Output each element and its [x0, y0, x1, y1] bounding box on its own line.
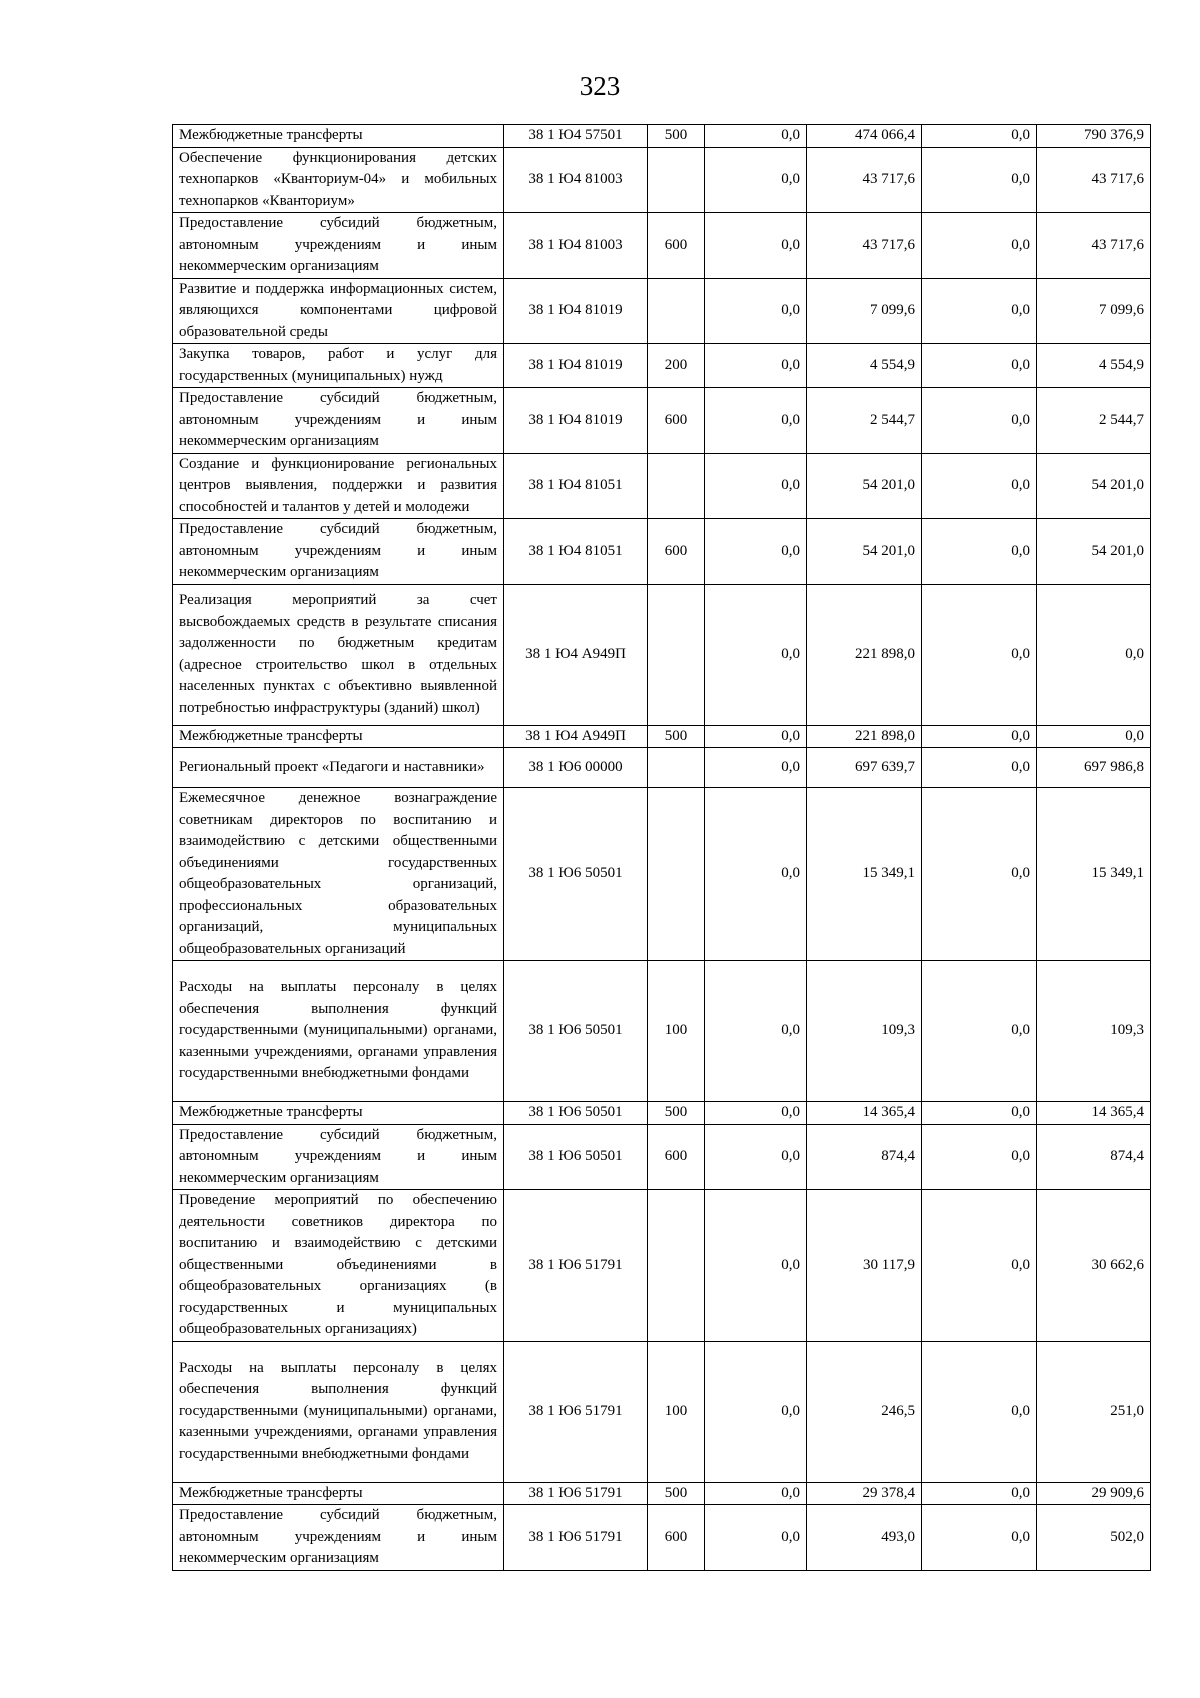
table-row: [173, 344, 1151, 388]
table-row: [173, 1102, 1151, 1125]
row-value-2-cell: 29 378,4: [807, 1482, 922, 1505]
row-code-cell: 38 1 Ю4 81003: [504, 213, 648, 279]
row-value-2-cell: 221 898,0: [807, 584, 922, 725]
row-name-cell: Проведение мероприятий по обеспечению деятельности советников директора по воспитанию и взаимодействию с детскими общественными объединениями в общеобразовательных организациях (в государственных и муниципальных общеобразовательных организациях): [173, 1190, 504, 1342]
row-value-3-cell: 0,0: [922, 748, 1037, 788]
row-code-cell: 38 1 Ю4 81051: [504, 519, 648, 585]
row-expense-type-cell: [648, 748, 705, 788]
table-row: [173, 1190, 1151, 1342]
row-value-2-cell: 15 349,1: [807, 788, 922, 961]
row-value-2-cell: 474 066,4: [807, 125, 922, 148]
row-expense-type-cell: 600: [648, 213, 705, 279]
row-code-cell: 38 1 Ю6 51791: [504, 1505, 648, 1571]
row-value-3-cell: 0,0: [922, 453, 1037, 519]
row-value-2-cell: 246,5: [807, 1341, 922, 1482]
table-body: [173, 125, 1151, 1571]
row-expense-type-cell: 600: [648, 519, 705, 585]
row-value-2-cell: 43 717,6: [807, 147, 922, 213]
table-row: [173, 388, 1151, 454]
row-expense-type-cell: 200: [648, 344, 705, 388]
row-name-cell: Предоставление субсидий бюджетным, автономным учреждениям и иным некоммерческим организациям: [173, 388, 504, 454]
table-row: [173, 748, 1151, 788]
row-value-1-cell: 0,0: [705, 725, 807, 748]
row-value-1-cell: 0,0: [705, 519, 807, 585]
row-name-cell: Межбюджетные трансферты: [173, 1482, 504, 1505]
row-value-4-cell: 30 662,6: [1037, 1190, 1151, 1342]
row-expense-type-cell: 500: [648, 725, 705, 748]
row-value-3-cell: 0,0: [922, 344, 1037, 388]
row-expense-type-cell: 600: [648, 1124, 705, 1190]
row-value-3-cell: 0,0: [922, 584, 1037, 725]
row-value-3-cell: 0,0: [922, 213, 1037, 279]
row-name-cell: Закупка товаров, работ и услуг для государственных (муниципальных) нужд: [173, 344, 504, 388]
row-value-3-cell: 0,0: [922, 961, 1037, 1102]
row-value-2-cell: 30 117,9: [807, 1190, 922, 1342]
row-name-cell: Обеспечение функционирования детских технопарков «Кванториум-04» и мобильных технопарков «Кванториум»: [173, 147, 504, 213]
row-name-cell: Расходы на выплаты персоналу в целях обеспечения выполнения функций государственными (муниципальными) органами, казенными учреждениями, органами управления государственными внебюджетными фондами: [173, 961, 504, 1102]
row-value-1-cell: 0,0: [705, 125, 807, 148]
row-name-cell: Межбюджетные трансферты: [173, 1102, 504, 1125]
table-row: [173, 584, 1151, 725]
row-value-1-cell: 0,0: [705, 1505, 807, 1571]
table-row: [173, 125, 1151, 148]
row-value-4-cell: 790 376,9: [1037, 125, 1151, 148]
table-row: [173, 1482, 1151, 1505]
row-value-1-cell: 0,0: [705, 1341, 807, 1482]
row-expense-type-cell: [648, 788, 705, 961]
row-code-cell: 38 1 Ю6 50501: [504, 788, 648, 961]
row-value-4-cell: 29 909,6: [1037, 1482, 1151, 1505]
row-expense-type-cell: [648, 453, 705, 519]
row-expense-type-cell: 600: [648, 388, 705, 454]
row-value-3-cell: 0,0: [922, 519, 1037, 585]
row-name-cell: Расходы на выплаты персоналу в целях обеспечения выполнения функций государственными (муниципальными) органами, казенными учреждениями, органами управления государственными внебюджетными фондами: [173, 1341, 504, 1482]
row-value-2-cell: 7 099,6: [807, 278, 922, 344]
row-name-cell: Развитие и поддержка информационных систем, являющихся компонентами цифровой образовательной среды: [173, 278, 504, 344]
row-value-2-cell: 493,0: [807, 1505, 922, 1571]
page-number: 323: [579, 71, 621, 101]
row-value-4-cell: 43 717,6: [1037, 213, 1151, 279]
row-value-1-cell: 0,0: [705, 748, 807, 788]
table-row: [173, 961, 1151, 1102]
row-value-3-cell: 0,0: [922, 1190, 1037, 1342]
row-value-4-cell: 4 554,9: [1037, 344, 1151, 388]
row-code-cell: 38 1 Ю4 81003: [504, 147, 648, 213]
row-code-cell: 38 1 Ю4 81019: [504, 278, 648, 344]
row-value-1-cell: 0,0: [705, 1482, 807, 1505]
row-expense-type-cell: 100: [648, 1341, 705, 1482]
row-value-2-cell: 54 201,0: [807, 453, 922, 519]
row-value-3-cell: 0,0: [922, 788, 1037, 961]
row-code-cell: 38 1 Ю4 81051: [504, 453, 648, 519]
row-code-cell: 38 1 Ю4 А949П: [504, 725, 648, 748]
row-value-3-cell: 0,0: [922, 147, 1037, 213]
row-value-3-cell: 0,0: [922, 125, 1037, 148]
row-expense-type-cell: 500: [648, 1482, 705, 1505]
row-expense-type-cell: [648, 278, 705, 344]
table-row: [173, 1124, 1151, 1190]
row-value-4-cell: 251,0: [1037, 1341, 1151, 1482]
row-value-1-cell: 0,0: [705, 388, 807, 454]
row-name-cell: Межбюджетные трансферты: [173, 125, 504, 148]
row-name-cell: Реализация мероприятий за счет высвобождаемых средств в результате списания задолженности по бюджетным кредитам (адресное строительство школ в отдельных населенных пунктах с объективно выявленной потребностью инфраструктуры (зданий) школ): [173, 584, 504, 725]
table-row: [173, 453, 1151, 519]
row-name-cell: Предоставление субсидий бюджетным, автономным учреждениям и иным некоммерческим организациям: [173, 1505, 504, 1571]
row-value-1-cell: 0,0: [705, 584, 807, 725]
row-value-4-cell: 0,0: [1037, 584, 1151, 725]
row-value-1-cell: 0,0: [705, 278, 807, 344]
row-value-2-cell: 14 365,4: [807, 1102, 922, 1125]
row-value-3-cell: 0,0: [922, 1482, 1037, 1505]
row-code-cell: 38 1 Ю4 81019: [504, 344, 648, 388]
row-value-2-cell: 2 544,7: [807, 388, 922, 454]
row-name-cell: Предоставление субсидий бюджетным, автономным учреждениям и иным некоммерческим организациям: [173, 1124, 504, 1190]
row-code-cell: 38 1 Ю4 81019: [504, 388, 648, 454]
row-code-cell: 38 1 Ю6 51791: [504, 1482, 648, 1505]
row-expense-type-cell: 600: [648, 1505, 705, 1571]
table-row: [173, 147, 1151, 213]
row-value-2-cell: 43 717,6: [807, 213, 922, 279]
row-name-cell: Создание и функционирование региональных центров выявления, поддержки и развития способностей и талантов у детей и молодежи: [173, 453, 504, 519]
row-expense-type-cell: [648, 147, 705, 213]
table-row: [173, 1505, 1151, 1571]
row-name-cell: Ежемесячное денежное вознаграждение советникам директоров по воспитанию и взаимодействию с детскими общественными объединениями государственных общеобразовательных организаций, профессиональных образовательных организаций, муниципальных общеобразовательных организаций: [173, 788, 504, 961]
row-value-1-cell: 0,0: [705, 1102, 807, 1125]
row-value-1-cell: 0,0: [705, 453, 807, 519]
row-value-1-cell: 0,0: [705, 1124, 807, 1190]
row-value-2-cell: 4 554,9: [807, 344, 922, 388]
row-value-4-cell: 109,3: [1037, 961, 1151, 1102]
table-row: [173, 278, 1151, 344]
row-value-4-cell: 7 099,6: [1037, 278, 1151, 344]
row-value-3-cell: 0,0: [922, 1102, 1037, 1125]
row-value-3-cell: 0,0: [922, 725, 1037, 748]
row-value-4-cell: 54 201,0: [1037, 453, 1151, 519]
row-code-cell: 38 1 Ю6 00000: [504, 748, 648, 788]
budget-table: [172, 124, 1151, 1571]
row-expense-type-cell: 100: [648, 961, 705, 1102]
row-value-1-cell: 0,0: [705, 1190, 807, 1342]
row-value-1-cell: 0,0: [705, 147, 807, 213]
row-name-cell: Предоставление субсидий бюджетным, автономным учреждениям и иным некоммерческим организациям: [173, 519, 504, 585]
row-value-3-cell: 0,0: [922, 1124, 1037, 1190]
row-value-1-cell: 0,0: [705, 344, 807, 388]
row-expense-type-cell: 500: [648, 125, 705, 148]
row-value-4-cell: 0,0: [1037, 725, 1151, 748]
row-value-3-cell: 0,0: [922, 278, 1037, 344]
row-value-2-cell: 697 639,7: [807, 748, 922, 788]
row-value-1-cell: 0,0: [705, 213, 807, 279]
row-name-cell: Предоставление субсидий бюджетным, автономным учреждениям и иным некоммерческим организациям: [173, 213, 504, 279]
row-expense-type-cell: [648, 584, 705, 725]
row-code-cell: 38 1 Ю4 А949П: [504, 584, 648, 725]
row-value-4-cell: 2 544,7: [1037, 388, 1151, 454]
row-value-4-cell: 43 717,6: [1037, 147, 1151, 213]
row-value-2-cell: 109,3: [807, 961, 922, 1102]
row-expense-type-cell: [648, 1190, 705, 1342]
row-value-3-cell: 0,0: [922, 1505, 1037, 1571]
row-value-2-cell: 54 201,0: [807, 519, 922, 585]
row-value-3-cell: 0,0: [922, 1341, 1037, 1482]
row-code-cell: 38 1 Ю6 51791: [504, 1341, 648, 1482]
row-value-4-cell: 14 365,4: [1037, 1102, 1151, 1125]
row-value-2-cell: 221 898,0: [807, 725, 922, 748]
row-code-cell: 38 1 Ю4 57501: [504, 125, 648, 148]
row-value-4-cell: 54 201,0: [1037, 519, 1151, 585]
row-value-1-cell: 0,0: [705, 788, 807, 961]
row-value-4-cell: 502,0: [1037, 1505, 1151, 1571]
table-row: [173, 725, 1151, 748]
row-value-2-cell: 874,4: [807, 1124, 922, 1190]
row-value-4-cell: 697 986,8: [1037, 748, 1151, 788]
row-name-cell: Межбюджетные трансферты: [173, 725, 504, 748]
row-value-4-cell: 874,4: [1037, 1124, 1151, 1190]
row-code-cell: 38 1 Ю6 50501: [504, 1102, 648, 1125]
row-value-4-cell: 15 349,1: [1037, 788, 1151, 961]
row-value-3-cell: 0,0: [922, 388, 1037, 454]
row-code-cell: 38 1 Ю6 50501: [504, 961, 648, 1102]
row-code-cell: 38 1 Ю6 51791: [504, 1190, 648, 1342]
row-value-1-cell: 0,0: [705, 961, 807, 1102]
row-name-cell: Региональный проект «Педагоги и наставники»: [173, 748, 504, 788]
row-code-cell: 38 1 Ю6 50501: [504, 1124, 648, 1190]
row-expense-type-cell: 500: [648, 1102, 705, 1125]
table-row: [173, 788, 1151, 961]
table-row: [173, 1341, 1151, 1482]
table-row: [173, 213, 1151, 279]
table-row: [173, 519, 1151, 585]
